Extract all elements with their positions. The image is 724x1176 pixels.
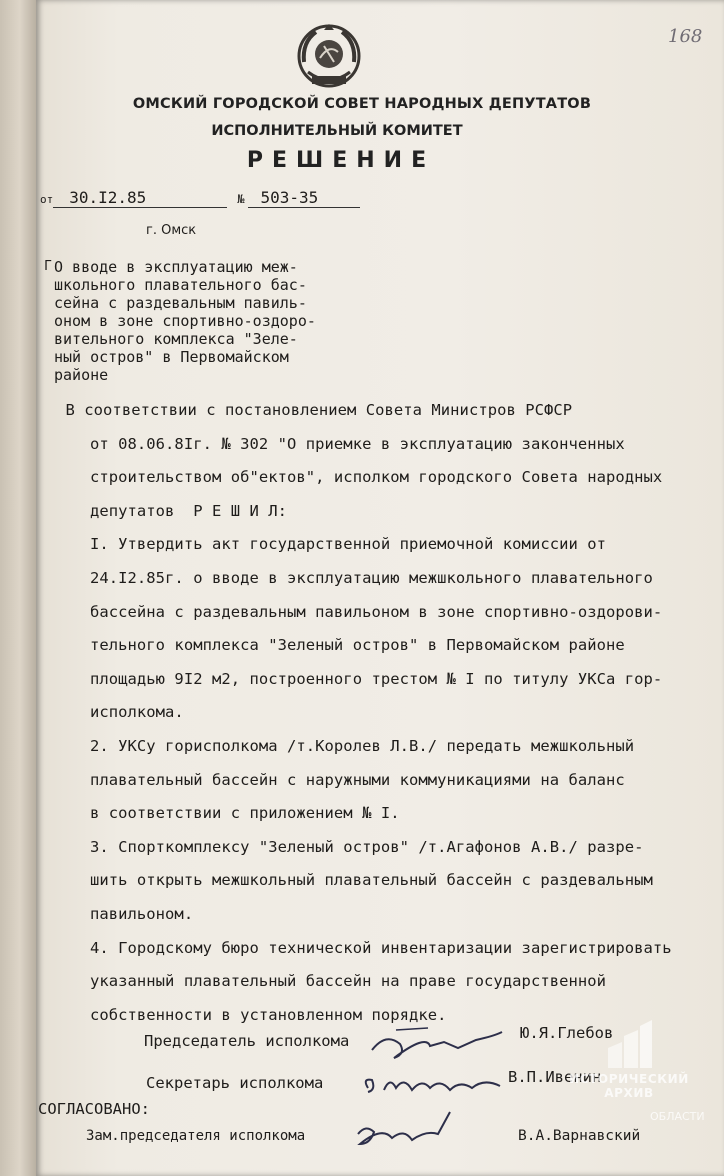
body-line: бассейна с раздевальным павильоном в зоне спортивно-оздорови-: [90, 602, 663, 621]
body-line: 2. УКСу горисполкома /т.Королев Л.В./ передать межшкольный: [90, 736, 635, 755]
body-line: собственности в установленном порядке.: [90, 1005, 447, 1024]
body-line: 3. Спорткомплексу "Зеленый остров" /т.Агафонов А.В./ разре-: [90, 837, 644, 856]
date-number-line: [40, 188, 360, 208]
archive-logo-icon: [604, 1018, 656, 1072]
chair-title: Председатель исполкома: [144, 1032, 350, 1050]
agreed-label: СОГЛАСОВАНО:: [38, 1100, 150, 1118]
subject-line: сейна с раздевальным павиль-: [54, 294, 307, 312]
date-prefix: от: [40, 193, 54, 206]
coat-of-arms-icon: [294, 22, 364, 94]
subject-block: [44, 258, 316, 384]
decision-body: [28, 394, 710, 1032]
watermark-line-1: ИСТОРИЧЕСКИЙ: [569, 1072, 689, 1086]
decision-number: 503-35: [248, 188, 360, 208]
council-title: ОМСКИЙ ГОРОДСКОЙ СОВЕТ НАРОДНЫХ ДЕПУТАТОВ: [132, 96, 592, 112]
chair-signature: [366, 1024, 506, 1066]
body-line: указанный плавательный бассейн на праве государственной: [90, 972, 606, 991]
secretary-name: В.П.Ивенин: [508, 1068, 602, 1086]
secretary-title: Секретарь исполкома: [146, 1074, 324, 1092]
watermark-line-2: АРХИВ: [604, 1086, 654, 1100]
subject-line: школьного плавательного бас-: [54, 276, 307, 294]
chair-name: Ю.Я.Глебов: [520, 1024, 614, 1042]
secretary-signature: [360, 1066, 508, 1104]
decision-date: 30.I2.85: [53, 188, 227, 208]
body-line: строительством об"ектов", исполком городского Совета народных: [90, 468, 663, 487]
deputy-title: Зам.председателя исполкома: [86, 1128, 306, 1144]
previous-page-edge: [0, 0, 36, 1176]
deputy-name: В.А.Варнавский: [518, 1128, 641, 1144]
watermark-line-3: ОБЛАСТИ: [650, 1110, 705, 1123]
subject-corner-mark: Г: [44, 259, 52, 274]
subject-line: районе: [54, 366, 109, 384]
body-line: I. Утвердить акт государственной приемочной комиссии от: [90, 535, 606, 554]
body-line: 24.I2.85г. о вводе в эксплуатацию межшкольного плавательного: [90, 568, 653, 587]
body-line: в соответствии с приложением № I.: [90, 804, 400, 823]
subject-line: О вводе в эксплуатацию меж-: [54, 258, 298, 276]
body-line: плавательный бассейн с наружными коммуникациями на баланс: [90, 770, 625, 789]
body-line: В соответствии с постановлением Совета Министров РСФСР: [28, 401, 573, 419]
body-line: площадью 9I2 м2, построенного трестом № I по титулу УКСа гор-: [90, 669, 663, 688]
body-line: исполкома.: [90, 703, 184, 722]
body-line: павильоном.: [90, 904, 194, 923]
archive-page-number: 168: [668, 26, 703, 47]
subject-line: вительного комплекса "Зеле-: [54, 330, 298, 348]
committee-title: ИСПОЛНИТЕЛЬНЫЙ КОМИТЕТ: [211, 123, 463, 139]
subject-line: оном в зоне спортивно-оздоро-: [54, 312, 316, 330]
body-line: депутатов Р Е Ш И Л:: [90, 501, 288, 520]
number-prefix: №: [237, 192, 245, 206]
deputy-signature: [352, 1104, 462, 1156]
document-type-title: РЕШЕНИЕ: [246, 148, 436, 173]
subject-line: ный остров" в Первомайском: [54, 348, 289, 366]
body-line: шить открыть межшкольный плавательный бассейн с раздевальным: [90, 871, 653, 890]
body-line: тельного комплекса "Зеленый остров" в Первомайском районе: [90, 636, 625, 655]
city-label: г. Омск: [146, 223, 197, 238]
archive-watermark: [564, 1018, 705, 1123]
body-line: 4. Городскому бюро технической инвентаризации зарегистрировать: [90, 938, 672, 957]
body-line: от 08.06.8Iг. № 302 "О приемке в эксплуатацию законченных: [90, 434, 625, 453]
